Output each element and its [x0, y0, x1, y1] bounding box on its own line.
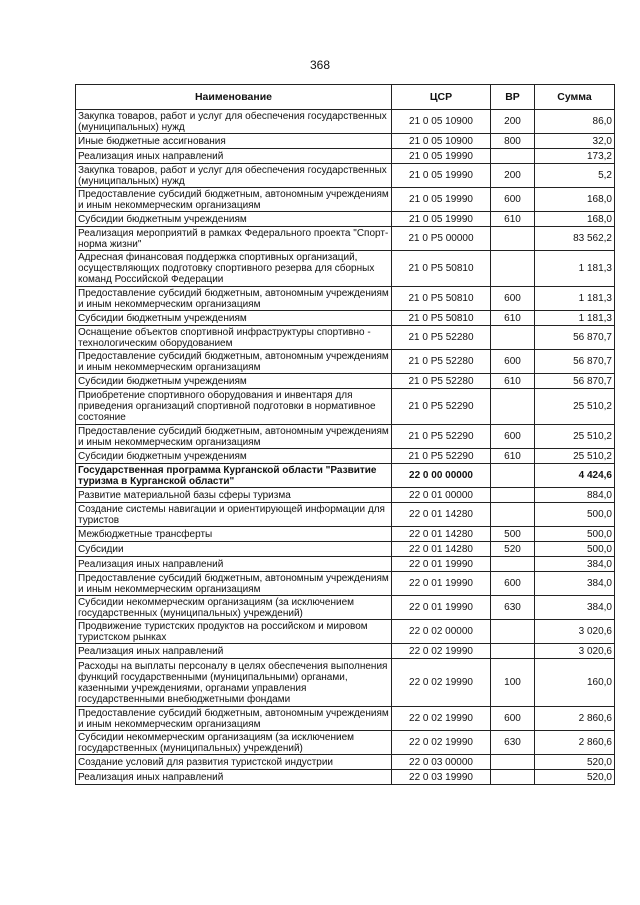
- table-row: [76, 110, 615, 134]
- row-csr: 22 0 01 00000: [392, 488, 491, 503]
- row-vr: [491, 503, 535, 527]
- table-row: [76, 464, 615, 488]
- table-row: [76, 755, 615, 770]
- row-sum: 25 510,2: [535, 389, 615, 425]
- table-row: [76, 707, 615, 731]
- budget-table: [75, 84, 615, 785]
- row-csr: 22 0 01 19990: [392, 596, 491, 620]
- header-csr: ЦСР: [392, 85, 491, 110]
- row-name: Реализация мероприятий в рамках Федерального проекта "Спорт-норма жизни": [76, 227, 392, 251]
- row-sum: 1 181,3: [535, 251, 615, 287]
- row-csr: 22 0 01 14280: [392, 503, 491, 527]
- row-vr: 520: [491, 542, 535, 557]
- row-name: Предоставление субсидий бюджетным, автономным учреждениям и иным некоммерческим организациям: [76, 188, 392, 212]
- row-name: Закупка товаров, работ и услуг для обеспечения государственных (муниципальных) нужд: [76, 164, 392, 188]
- row-sum: 2 860,6: [535, 731, 615, 755]
- table-row: [76, 350, 615, 374]
- row-sum: 160,0: [535, 659, 615, 707]
- row-vr: [491, 644, 535, 659]
- row-csr: 21 0 05 10900: [392, 134, 491, 149]
- row-csr: 21 0 P5 50810: [392, 311, 491, 326]
- row-vr: 610: [491, 311, 535, 326]
- row-csr: 21 0 05 19990: [392, 149, 491, 164]
- page-number: 368: [309, 58, 331, 72]
- row-csr: 21 0 05 19990: [392, 212, 491, 227]
- row-vr: 600: [491, 188, 535, 212]
- row-vr: [491, 755, 535, 770]
- row-vr: [491, 326, 535, 350]
- table-row: [76, 251, 615, 287]
- row-csr: 21 0 05 19990: [392, 164, 491, 188]
- row-csr: 22 0 03 19990: [392, 770, 491, 785]
- row-name: Создание условий для развития туристской индустрии: [76, 755, 392, 770]
- row-sum: 3 020,6: [535, 644, 615, 659]
- row-name: Создание системы навигации и ориентирующей информации для туристов: [76, 503, 392, 527]
- row-name: Субсидии бюджетным учреждениям: [76, 449, 392, 464]
- row-sum: 5,2: [535, 164, 615, 188]
- header-vr: ВР: [491, 85, 535, 110]
- table-row: [76, 287, 615, 311]
- row-name: Реализация иных направлений: [76, 644, 392, 659]
- table-row: [76, 134, 615, 149]
- row-csr: 22 0 02 00000: [392, 620, 491, 644]
- table-row: [76, 557, 615, 572]
- row-vr: [491, 227, 535, 251]
- row-sum: 56 870,7: [535, 374, 615, 389]
- row-csr: 21 0 P5 50810: [392, 251, 491, 287]
- row-sum: 173,2: [535, 149, 615, 164]
- row-name: Иные бюджетные ассигнования: [76, 134, 392, 149]
- row-sum: 500,0: [535, 527, 615, 542]
- row-vr: 610: [491, 449, 535, 464]
- table-row: [76, 149, 615, 164]
- row-name: Реализация иных направлений: [76, 149, 392, 164]
- row-csr: 21 0 05 10900: [392, 110, 491, 134]
- row-name: Приобретение спортивного оборудования и инвентаря для приведения организаций спортивной подготовки в нормативное состояние: [76, 389, 392, 425]
- row-name: Предоставление субсидий бюджетным, автономным учреждениям и иным некоммерческим организациям: [76, 572, 392, 596]
- table-row: [76, 644, 615, 659]
- row-sum: 500,0: [535, 503, 615, 527]
- row-vr: 630: [491, 596, 535, 620]
- row-name: Субсидии бюджетным учреждениям: [76, 212, 392, 227]
- row-sum: 384,0: [535, 596, 615, 620]
- row-vr: 630: [491, 731, 535, 755]
- row-vr: [491, 464, 535, 488]
- row-sum: 25 510,2: [535, 449, 615, 464]
- row-vr: 100: [491, 659, 535, 707]
- row-name: Субсидии бюджетным учреждениям: [76, 374, 392, 389]
- row-name: Развитие материальной базы сферы туризма: [76, 488, 392, 503]
- row-vr: [491, 251, 535, 287]
- row-sum: 168,0: [535, 212, 615, 227]
- row-name: Предоставление субсидий бюджетным, автономным учреждениям и иным некоммерческим организациям: [76, 425, 392, 449]
- table-row: [76, 389, 615, 425]
- row-vr: [491, 557, 535, 572]
- row-name: Адресная финансовая поддержка спортивных организаций, осуществляющих подготовку спортивного резерва для сборных команд Российской Федерации: [76, 251, 392, 287]
- row-csr: 22 0 02 19990: [392, 707, 491, 731]
- row-csr: 21 0 P5 52290: [392, 389, 491, 425]
- row-sum: 1 181,3: [535, 311, 615, 326]
- row-sum: 168,0: [535, 188, 615, 212]
- row-csr: 22 0 01 14280: [392, 527, 491, 542]
- row-name: Оснащение объектов спортивной инфраструктуры спортивно - технологическим оборудованием: [76, 326, 392, 350]
- table-row: [76, 770, 615, 785]
- row-csr: 22 0 02 19990: [392, 731, 491, 755]
- row-name: Межбюджетные трансферты: [76, 527, 392, 542]
- row-csr: 21 0 P5 00000: [392, 227, 491, 251]
- row-sum: 56 870,7: [535, 350, 615, 374]
- row-vr: 600: [491, 572, 535, 596]
- table-row: [76, 326, 615, 350]
- table-row: [76, 620, 615, 644]
- table-row: [76, 572, 615, 596]
- row-sum: 32,0: [535, 134, 615, 149]
- row-sum: 2 860,6: [535, 707, 615, 731]
- table-row: [76, 731, 615, 755]
- row-vr: 600: [491, 707, 535, 731]
- row-csr: 22 0 02 19990: [392, 644, 491, 659]
- row-csr: 21 0 P5 52290: [392, 425, 491, 449]
- row-sum: 4 424,6: [535, 464, 615, 488]
- row-csr: 22 0 00 00000: [392, 464, 491, 488]
- table-header-row: [76, 85, 615, 110]
- header-name: Наименование: [76, 85, 392, 110]
- row-vr: 600: [491, 350, 535, 374]
- table-row: [76, 596, 615, 620]
- row-csr: 21 0 P5 52290: [392, 449, 491, 464]
- row-vr: 200: [491, 164, 535, 188]
- row-vr: 500: [491, 527, 535, 542]
- row-csr: 22 0 02 19990: [392, 659, 491, 707]
- table-row: [76, 425, 615, 449]
- row-vr: 610: [491, 374, 535, 389]
- row-name: Государственная программа Курганской области "Развитие туризма в Курганской области": [76, 464, 392, 488]
- row-vr: [491, 149, 535, 164]
- header-sum: Сумма: [535, 85, 615, 110]
- row-sum: 56 870,7: [535, 326, 615, 350]
- row-csr: 22 0 03 00000: [392, 755, 491, 770]
- row-csr: 22 0 01 19990: [392, 557, 491, 572]
- row-csr: 21 0 P5 50810: [392, 287, 491, 311]
- row-name: Предоставление субсидий бюджетным, автономным учреждениям и иным некоммерческим организациям: [76, 350, 392, 374]
- row-name: Реализация иных направлений: [76, 557, 392, 572]
- table-row: [76, 374, 615, 389]
- row-vr: 800: [491, 134, 535, 149]
- row-vr: 200: [491, 110, 535, 134]
- row-sum: 520,0: [535, 755, 615, 770]
- table-row: [76, 212, 615, 227]
- row-name: Субсидии некоммерческим организациям (за исключением государственных (муниципальных) учреждений): [76, 731, 392, 755]
- row-vr: 610: [491, 212, 535, 227]
- row-name: Предоставление субсидий бюджетным, автономным учреждениям и иным некоммерческим организациям: [76, 287, 392, 311]
- row-sum: 3 020,6: [535, 620, 615, 644]
- row-vr: 600: [491, 425, 535, 449]
- table-row: [76, 503, 615, 527]
- row-name: Реализация иных направлений: [76, 770, 392, 785]
- row-vr: [491, 389, 535, 425]
- row-name: Субсидии некоммерческим организациям (за исключением государственных (муниципальных) учреждений): [76, 596, 392, 620]
- row-csr: 21 0 05 19990: [392, 188, 491, 212]
- row-csr: 21 0 P5 52280: [392, 374, 491, 389]
- row-csr: 21 0 P5 52280: [392, 350, 491, 374]
- row-name: Расходы на выплаты персоналу в целях обеспечения выполнения функций государственными (муниципальными) органами, казенными учреждениями, органами управления государственными внебюджетными фондами: [76, 659, 392, 707]
- table-row: [76, 188, 615, 212]
- row-csr: 22 0 01 19990: [392, 572, 491, 596]
- row-sum: 384,0: [535, 557, 615, 572]
- row-vr: [491, 488, 535, 503]
- row-sum: 83 562,2: [535, 227, 615, 251]
- row-sum: 1 181,3: [535, 287, 615, 311]
- row-vr: 600: [491, 287, 535, 311]
- row-name: Субсидии бюджетным учреждениям: [76, 311, 392, 326]
- table-row: [76, 659, 615, 707]
- table-row: [76, 164, 615, 188]
- row-sum: 520,0: [535, 770, 615, 785]
- row-sum: 25 510,2: [535, 425, 615, 449]
- table-row: [76, 311, 615, 326]
- row-name: Предоставление субсидий бюджетным, автономным учреждениям и иным некоммерческим организациям: [76, 707, 392, 731]
- row-sum: 500,0: [535, 542, 615, 557]
- row-sum: 884,0: [535, 488, 615, 503]
- row-name: Субсидии: [76, 542, 392, 557]
- row-csr: 21 0 P5 52280: [392, 326, 491, 350]
- row-vr: [491, 770, 535, 785]
- row-sum: 86,0: [535, 110, 615, 134]
- table-row: [76, 488, 615, 503]
- table-row: [76, 542, 615, 557]
- table-row: [76, 449, 615, 464]
- table-body: [76, 110, 615, 785]
- row-csr: 22 0 01 14280: [392, 542, 491, 557]
- row-name: Продвижение туристских продуктов на российском и мировом туристском рынках: [76, 620, 392, 644]
- table-row: [76, 227, 615, 251]
- row-name: Закупка товаров, работ и услуг для обеспечения государственных (муниципальных) нужд: [76, 110, 392, 134]
- row-vr: [491, 620, 535, 644]
- row-sum: 384,0: [535, 572, 615, 596]
- table-row: [76, 527, 615, 542]
